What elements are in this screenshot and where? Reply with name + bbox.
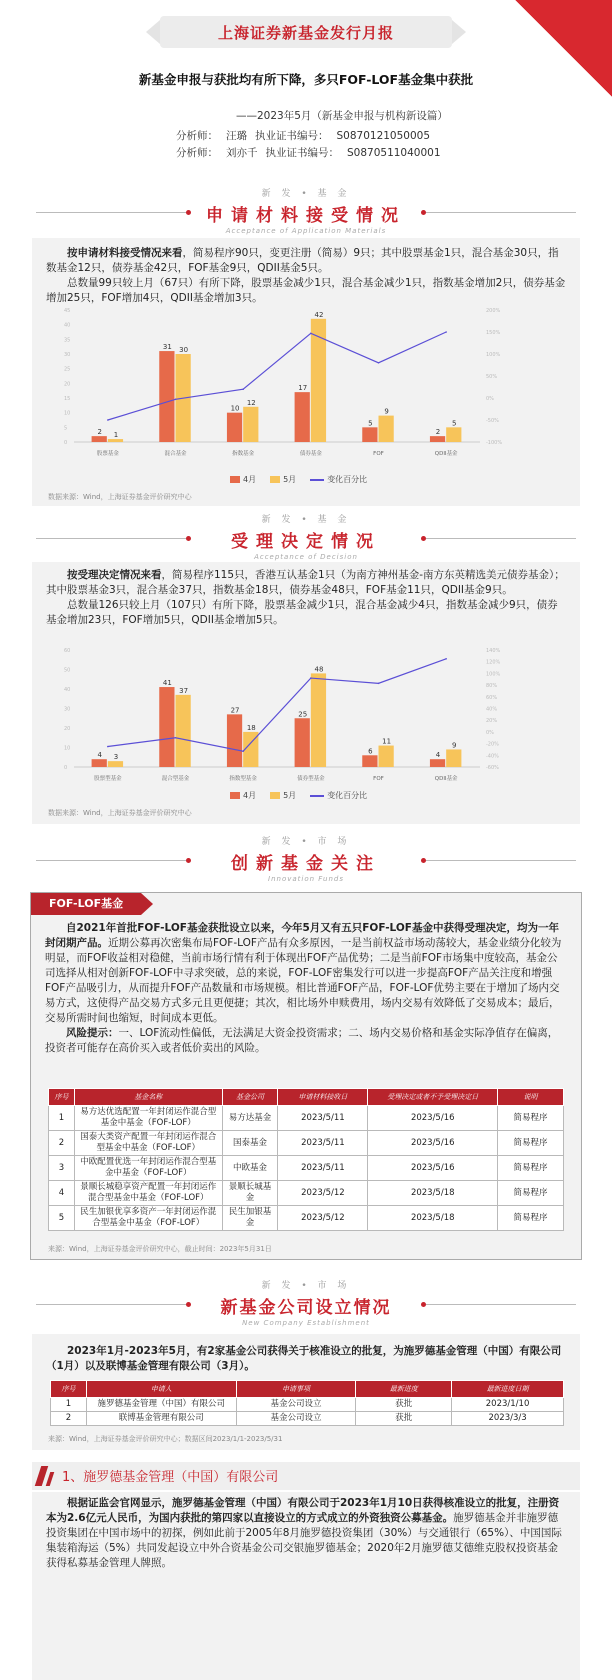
column-header: 最新进度 [356,1381,452,1398]
category-label: 债券型基金 [297,776,325,782]
bar-value-label: 12 [246,398,256,407]
chart2-source: 数据来源：Wind，上海证券基金评价研究中心 [48,809,192,817]
bar-april [430,759,445,767]
change-point [175,399,177,401]
y-tick-label: 30 [64,706,71,713]
banner-right-ribbon [452,20,466,44]
y-tick-label: 50 [64,667,71,674]
y-tick-label: 40 [64,322,71,329]
table-cell: 2 [49,1131,75,1156]
table-cell: 基金公司设立 [236,1398,356,1412]
bar-value-label: 41 [162,679,172,688]
legend-item-april: 4月 [230,474,256,485]
risk-paragraph [31,1026,581,1056]
y2-tick-label: 0% [486,729,494,736]
y-tick-label: 10 [64,410,71,417]
table-cell: 简易程序 [498,1156,564,1181]
change-point [445,658,447,660]
table-cell: 获批 [356,1412,452,1426]
divider-dot [421,1302,426,1307]
column-header: 序号 [49,1089,75,1106]
table-row [49,1131,564,1156]
company-title: 1、施罗德基金管理（中国）有限公司 [62,1470,279,1485]
y2-tick-label: 20% [486,718,498,725]
change-point [378,362,380,364]
bar-value-label: 9 [452,741,457,750]
table-cell: 2023/5/12 [278,1206,368,1231]
change-point [242,388,244,390]
section-header-company [0,1278,612,1327]
section-header-application [0,186,612,235]
bar-value-label: 2 [435,428,441,437]
bar-value-label: 11 [382,737,392,746]
legend-item-may: 5月 [270,790,296,801]
category-label: 股票基金 [96,451,119,457]
analyst-name: 刘亦千 [226,147,258,159]
bar-value-label: 27 [230,706,240,715]
bar-value-label: 31 [162,343,172,352]
table-cell: 民生加银基金 [222,1206,278,1231]
report-banner [160,16,452,48]
divider-left [36,860,186,861]
bar-may [311,673,326,767]
application-paragraph-1 [32,238,580,276]
bar-value-label: 9 [384,407,389,416]
y2-tick-label: 100% [486,671,501,678]
banner-left-ribbon [146,20,160,44]
company-detail-panel [32,1492,580,1680]
bar-april [227,714,242,767]
bar-may [379,416,394,442]
y-tick-label: 15 [64,396,71,402]
para-emphasis: 按申请材料接受情况来看 [67,247,183,259]
bar-april [227,413,242,442]
bar-april [159,687,174,767]
para-emphasis: 按受理决定情况来看 [67,569,162,581]
bar-value-label: 3 [113,753,119,762]
column-header: 申请事项 [236,1381,356,1398]
chart2-legend [230,790,367,801]
change-point [175,737,177,739]
table-cell: 国泰大类资产配置一年封闭运作混合型基金中基金（FOF-LOF） [74,1131,222,1156]
bar-may [108,439,123,442]
change-point [242,750,244,752]
cert-label: 执业证书编号： [255,130,329,142]
para-text: 近期公募再次密集布局FOF-LOF产品有众多原因，一是当前权益市场动荡较大，基金业绩分化较为明显，而FOF收益相对稳健，当前市场行情有利于体现出FOF产品优势；二是当前FOF市场集中度较高，基金公司选择从相对创新FOF-LOF中寻求突破，总的来说，FOF-LOF密集发行可以进一步提高FOF产品关注度和增强FOF产品吸引力，从而提升FOF产品数量和市场规模。相比普通FOF产品，FOF-LOF优势主要在于增加了场内交易方式，这使得产品交易方式多元且更便捷；其次，相比场外申赎费用，场内交易有效降低了交易成本；最后，交易所需时间也缩短，时间成本更低。 [45,937,562,1024]
slash-decoration [46,1472,55,1486]
y-tick-label: 40 [64,687,71,693]
category-label: QDII基金 [434,776,458,782]
column-header: 申请材料接收日 [278,1089,368,1106]
bar-value-label: 25 [298,710,308,719]
change-point [445,331,447,333]
y2-tick-label: -60% [486,765,499,771]
fof-lof-table [48,1088,564,1231]
table-cell: 联博基金管理有限公司 [86,1412,236,1426]
divider-dot [186,1302,191,1307]
section-header-decision [0,512,612,561]
decision-paragraph-2: 总数量126只较上月（107只）有所下降，股票基金减少1只，混合基金减少4只，指数基金减少9只，债券基金增加23只，FOF增加5只，QDII基金增加5只。 [46,599,558,626]
table-cell: 获批 [356,1398,452,1412]
bar-april [430,436,445,442]
bar-april [92,759,107,767]
table-cell: 2023/1/10 [452,1398,564,1412]
divider-left [36,212,186,213]
section-eng-title: Acceptance of Application Materials [225,227,387,235]
company-table [50,1380,564,1426]
y2-tick-label: 60% [486,694,498,701]
category-label: FOF [373,776,384,782]
y-tick-label: 10 [64,745,71,752]
change-point [378,683,380,685]
y-tick-label: 0 [64,765,68,771]
bar-value-label: 1 [113,431,119,440]
category-label: QDII基金 [434,451,458,457]
section-kicker: 新 发 • 基 金 [261,189,351,199]
analyst-row [176,145,449,160]
category-label: FOF [373,451,384,457]
section-kicker: 新 发 • 市 场 [261,837,351,847]
banner-title: 上海证券新基金发行月报 [217,23,394,42]
section-title: 申请材料接受情况 [206,206,406,226]
legend-item-april: 4月 [230,790,256,801]
y-tick-label: 20 [64,726,71,732]
y-tick-label: 30 [64,352,71,358]
bar-may [446,427,461,442]
column-header: 说明 [498,1089,564,1106]
divider-dot [421,858,426,863]
decision-paragraph-1 [32,562,580,598]
table-cell: 2023/5/16 [368,1106,498,1131]
section-eng-title: New Company Establishment [242,1319,370,1327]
bar-april [362,755,377,767]
para-emphasis: 自2021年首批FOF-LOF基金获批设立以来，今年5月又有五只FOF-LOF基金中获得受理决定，均为一年封闭期产品。 [45,922,559,949]
y2-tick-label: 150% [486,330,501,336]
analyst-name: 汪璐 [226,130,247,142]
bar-value-label: 37 [179,686,189,695]
divider-dot [186,210,191,215]
bar-april [362,427,377,442]
bar-april [295,392,310,442]
cert-number: S0870511040001 [347,147,441,159]
cert-number: S0870121050005 [336,130,431,142]
analyst-label: 分析师： [176,130,218,142]
bar-value-label: 4 [97,751,102,760]
table-header-row [49,1089,564,1106]
bar-may [446,749,461,767]
legend-item-may: 5月 [270,474,296,485]
category-label: 指数基金 [232,451,255,457]
category-label: 债券基金 [299,451,322,457]
decision-chart [60,640,520,785]
divider-right [426,212,576,213]
section-eng-title: Innovation Funds [268,875,344,883]
table-row [51,1398,564,1412]
y-tick-label: 20 [64,381,71,388]
section-kicker: 新 发 • 基 金 [261,515,351,525]
analyst-label: 分析师： [176,147,218,159]
table-cell: 2023/5/12 [278,1181,368,1206]
para-text: ，简易程序90只，变更注册（简易）9只；其中股票基金1只，混合基金30只，指数基金12只，债券基金42只，FOF基金9只，QDII基金5只。 [46,247,559,274]
divider-dot [186,536,191,541]
table-row [49,1206,564,1231]
category-label: 混合基金 [164,451,187,457]
column-header: 申请人 [86,1381,236,1398]
bar-value-label: 18 [246,723,256,732]
risk-text: 一、LOF流动性偏低，无法满足大资金投资需求；二、场内交易价格和基金实际净值存在偏离，投资者可能存在高价买入或者低价卖出的风险。 [45,1027,559,1054]
section-title: 新基金公司设立情况 [220,1298,392,1318]
table-header-row [51,1381,564,1398]
risk-label: 风险提示： [66,1027,119,1039]
column-header: 基金名称 [74,1089,222,1106]
y-tick-label: 25 [64,366,71,373]
y2-tick-label: 0% [486,396,494,402]
table-cell: 2023/5/18 [368,1181,498,1206]
table-cell: 2023/3/3 [452,1412,564,1426]
section-kicker: 新 发 • 市 场 [261,1281,351,1291]
change-point [107,419,109,421]
table-cell: 易方达优选配置一年封闭运作混合型基金中基金（FOF-LOF） [74,1106,222,1131]
application-chart [60,300,520,460]
divider-right [426,860,576,861]
divider-dot [186,858,191,863]
y2-tick-label: 100% [486,352,501,358]
table-cell: 基金公司设立 [236,1412,356,1426]
bar-value-label: 5 [452,419,457,428]
bar-value-label: 30 [179,346,189,354]
legend-item-change: 变化百分比 [310,790,367,801]
divider-left [36,538,186,539]
application-paragraph-2: 总数量99只较上月（67只）有所下降，股票基金减少1只，混合基金减少1只，指数基金增加2只，债券基金增加25只，FOF增加4只，QDII基金增加3只。 [46,277,566,304]
y2-tick-label: 140% [486,648,501,654]
table-cell: 1 [49,1106,75,1131]
table-cell: 简易程序 [498,1106,564,1131]
y-tick-label: 45 [64,308,71,314]
company-detail-paragraph [32,1492,580,1571]
company-table-source: 来源：Wind，上海证券基金评价研究中心；数据区间2023/1/1-2023/5/31 [48,1435,283,1443]
table-cell: 2023/5/11 [278,1156,368,1181]
change-point [107,746,109,748]
table-cell: 2023/5/16 [368,1131,498,1156]
headline: 新基金申报与获批均有所下降，多只FOF-LOF基金集中获批 [138,72,474,87]
change-line [108,332,446,420]
category-label: 混合型基金 [161,776,190,782]
y-tick-label: 60 [64,648,71,654]
divider-right [426,538,576,539]
table-cell: 2 [51,1412,87,1426]
fof-lof-tag: FOF-LOF基金 [31,893,141,915]
column-header: 基金公司 [222,1089,278,1106]
analyst-row [176,128,438,143]
chart1-source: 数据来源：Wind，上海证券基金评价研究中心 [48,493,192,501]
y2-tick-label: 200% [486,308,501,314]
cert-label: 执业证书编号： [265,147,339,159]
section-title: 创新基金关注 [231,854,381,874]
y2-tick-label: 50% [486,374,498,380]
table-cell: 1 [51,1398,87,1412]
bar-may [243,407,258,442]
table-row [49,1181,564,1206]
subtitle: ——2023年5月（新基金申报与机构新设篇） [236,110,448,122]
table-cell: 2023/5/16 [368,1156,498,1181]
y-tick-label: 35 [64,337,71,344]
table-row [49,1106,564,1131]
table-cell: 景顺长城稳享资产配置一年封闭运作混合型基金中基金（FOF-LOF） [74,1181,222,1206]
section-title: 受理决定情况 [231,532,381,552]
divider-left [36,1304,186,1305]
para-text: ，简易程序115只，香港互认基金1只（为南方神州基金-南方东英精选美元债券基金）；其中股票基金3只，混合基金37只，指数基金18只，债券基金48只，FOF基金11只，QDII基金9只。 [46,569,565,596]
column-header: 受理决定或者不予受理决定日 [368,1089,498,1106]
y2-tick-label: 40% [486,706,498,713]
divider-dot [421,210,426,215]
bar-may [379,746,394,767]
table-cell: 民生加银优享多资产一年封闭运作混合型基金中基金（FOF-LOF） [74,1206,222,1231]
table-cell: 施罗德基金管理（中国）有限公司 [86,1398,236,1412]
table-cell: 3 [49,1156,75,1181]
table-row [49,1156,564,1181]
fof-table-source: 来源：Wind，上海证券基金评价研究中心，截止时间：2023年5月31日 [48,1245,272,1253]
divider-right [426,1304,576,1305]
change-line [108,659,446,751]
bar-april [295,718,310,767]
change-point [310,333,312,335]
divider-dot [421,536,426,541]
table-cell: 2023/5/11 [278,1106,368,1131]
bar-value-label: 5 [368,419,373,428]
table-cell: 国泰基金 [222,1131,278,1156]
y2-tick-label: 120% [486,659,501,666]
column-header: 最新进度日期 [452,1381,564,1398]
bar-value-label: 48 [314,665,324,674]
bar-april [92,436,107,442]
category-label: 指数型基金 [229,776,257,782]
table-row [51,1412,564,1426]
table-cell: 景顺长城基金 [222,1181,278,1206]
bar-april [159,351,174,442]
y2-tick-label: -50% [486,418,499,424]
bar-value-label: 6 [368,747,373,756]
table-cell: 中欧基金 [222,1156,278,1181]
legend-item-change: 变化百分比 [310,474,367,485]
para-emphasis: 根据证监会官网显示，施罗德基金管理（中国）有限公司于2023年1月10日获得核准设立的批复，注册资本为2.6亿元人民币，为国内获批的第四家以直接设立的方式成立的外资独资公募基金。 [46,1497,560,1524]
company-summary: 2023年1月-2023年5月，有2家基金公司获得关于核准设立的批复，为施罗德基金管理（中国）有限公司（1月）以及联博基金管理有限公司（3月）。 [46,1345,562,1372]
bar-value-label: 17 [298,384,308,393]
bar-value-label: 10 [230,404,240,413]
bar-value-label: 4 [435,751,441,760]
table-cell: 2023/5/11 [278,1131,368,1156]
y2-tick-label: -100% [486,440,503,446]
bar-value-label: 2 [97,428,102,437]
para-text: 施罗德基金并非施罗德投资集团在中国市场中的初探，例如此前于2005年8月施罗德投资集团（30%）与交通银行（65%）、中国国际集装箱海运（5%）共同发起设立中外合资基金公司交银施罗德基金；2020年2月施罗德艾德维克股权投资基金获得私募基金管理人牌照。 [46,1512,562,1569]
table-cell: 2023/5/18 [368,1206,498,1231]
chart1-legend [230,474,367,485]
bar-value-label: 42 [314,310,324,319]
category-label: 股票型基金 [94,776,122,782]
y2-tick-label: 80% [486,683,498,690]
section-header-innovation [0,834,612,883]
section-eng-title: Acceptance of Decision [254,553,358,561]
table-cell: 易方达基金 [222,1106,278,1131]
bar-may [176,695,191,767]
y-tick-label: 5 [64,425,68,432]
bar-may [108,761,123,767]
y-tick-label: 0 [64,440,68,446]
table-cell: 简易程序 [498,1206,564,1231]
y2-tick-label: -20% [486,741,499,748]
table-cell: 5 [49,1206,75,1231]
table-cell: 中欧配置优选一年封闭运作混合型基金中基金（FOF-LOF） [74,1156,222,1181]
company-subheading [32,1462,580,1490]
table-cell: 简易程序 [498,1181,564,1206]
change-point [310,677,312,679]
table-cell: 4 [49,1181,75,1206]
y2-tick-label: -40% [486,753,499,760]
table-cell: 简易程序 [498,1131,564,1156]
column-header: 序号 [51,1381,87,1398]
